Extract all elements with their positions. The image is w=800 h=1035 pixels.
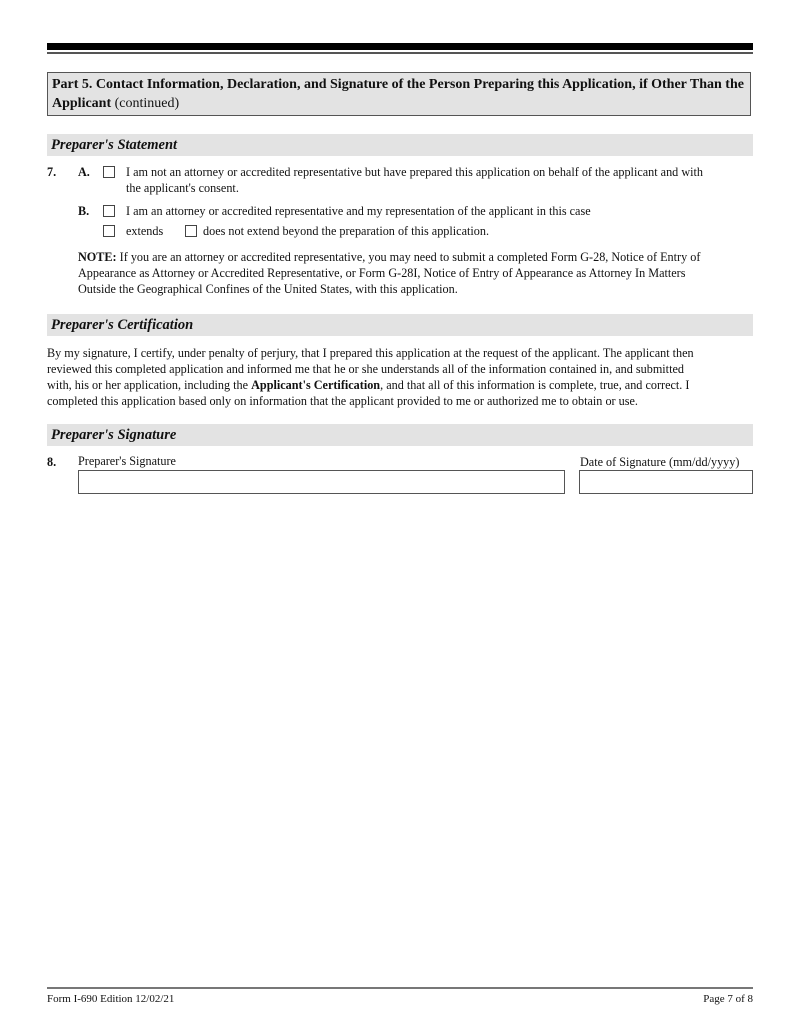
certification-line3-post: , and that all of this information is complete, true, and correct. I [380,378,690,392]
signature-label: Preparer's Signature [78,454,176,468]
option-a-checkbox[interactable] [103,166,115,178]
option-a-text-line1: I am not an attorney or accredited representative but have prepared this application on behalf of the applicant and with [126,165,703,179]
part-5-title-suffix: (continued) [111,96,180,111]
option-b-label: B. [78,204,90,218]
applicants-certification-ref: Applicant's Certification [251,378,381,392]
note-label: NOTE: [78,250,117,264]
does-not-extend-checkbox[interactable] [185,225,197,237]
footer-rule [47,987,753,989]
extends-checkbox[interactable] [103,225,115,237]
top-rule-thick [47,43,753,50]
form-edition: Form I-690 Edition 12/02/21 [47,993,175,1005]
top-rule-thin [47,52,753,54]
option-b-text: I am an attorney or accredited representative and my representation of the applicant in this case [126,204,591,218]
item-8-number: 8. [47,455,57,469]
certification-line1: By my signature, I certify, under penalty of perjury, that I prepared this application at the request of the applicant. The applicant then [47,346,694,360]
preparer-signature-field[interactable] [78,470,565,494]
part-5-title: Part 5. Contact Information, Declaration, and Signature of the Person Preparing this Application, if Other Than the Applicant [52,77,744,111]
part-5-header [47,72,751,116]
note-block [78,249,758,297]
item-7-number: 7. [47,165,57,179]
page-number: Page 7 of 8 [703,993,753,1005]
extends-label: extends [126,224,164,238]
option-a-text [126,164,756,196]
preparers-certification-heading: Preparer's Certification [47,314,753,336]
option-b-checkbox[interactable] [103,205,115,217]
note-line3: Outside the Geographical Confines of the United States, with this application. [78,282,458,296]
note-line1: If you are an attorney or accredited representative, you may need to submit a completed Form G-28, Notice of Entry of [116,250,701,264]
certification-line2: reviewed this completed application and informed me that he or she understands all of the information contained in, and submitted [47,362,684,376]
signature-date-field[interactable] [579,470,753,494]
certification-line4: completed this application based only on information that the applicant provided to me or authorized me to obtain or use. [47,394,638,408]
preparers-statement-heading: Preparer's Statement [47,134,753,156]
date-label: Date of Signature (mm/dd/yyyy) [580,455,740,469]
option-a-text-line2: the applicant's consent. [126,181,239,195]
option-a-label: A. [78,165,90,179]
certification-line3-pre: with, his or her application, including the [47,378,252,392]
preparers-signature-heading: Preparer's Signature [47,424,753,446]
certification-text [47,345,757,409]
does-not-extend-label: does not extend beyond the preparation of this application. [203,224,489,238]
note-line2: Appearance as Attorney or Accredited Representative, or Form G-28I, Notice of Entry of Appearance as Attorney In Matters [78,266,686,280]
